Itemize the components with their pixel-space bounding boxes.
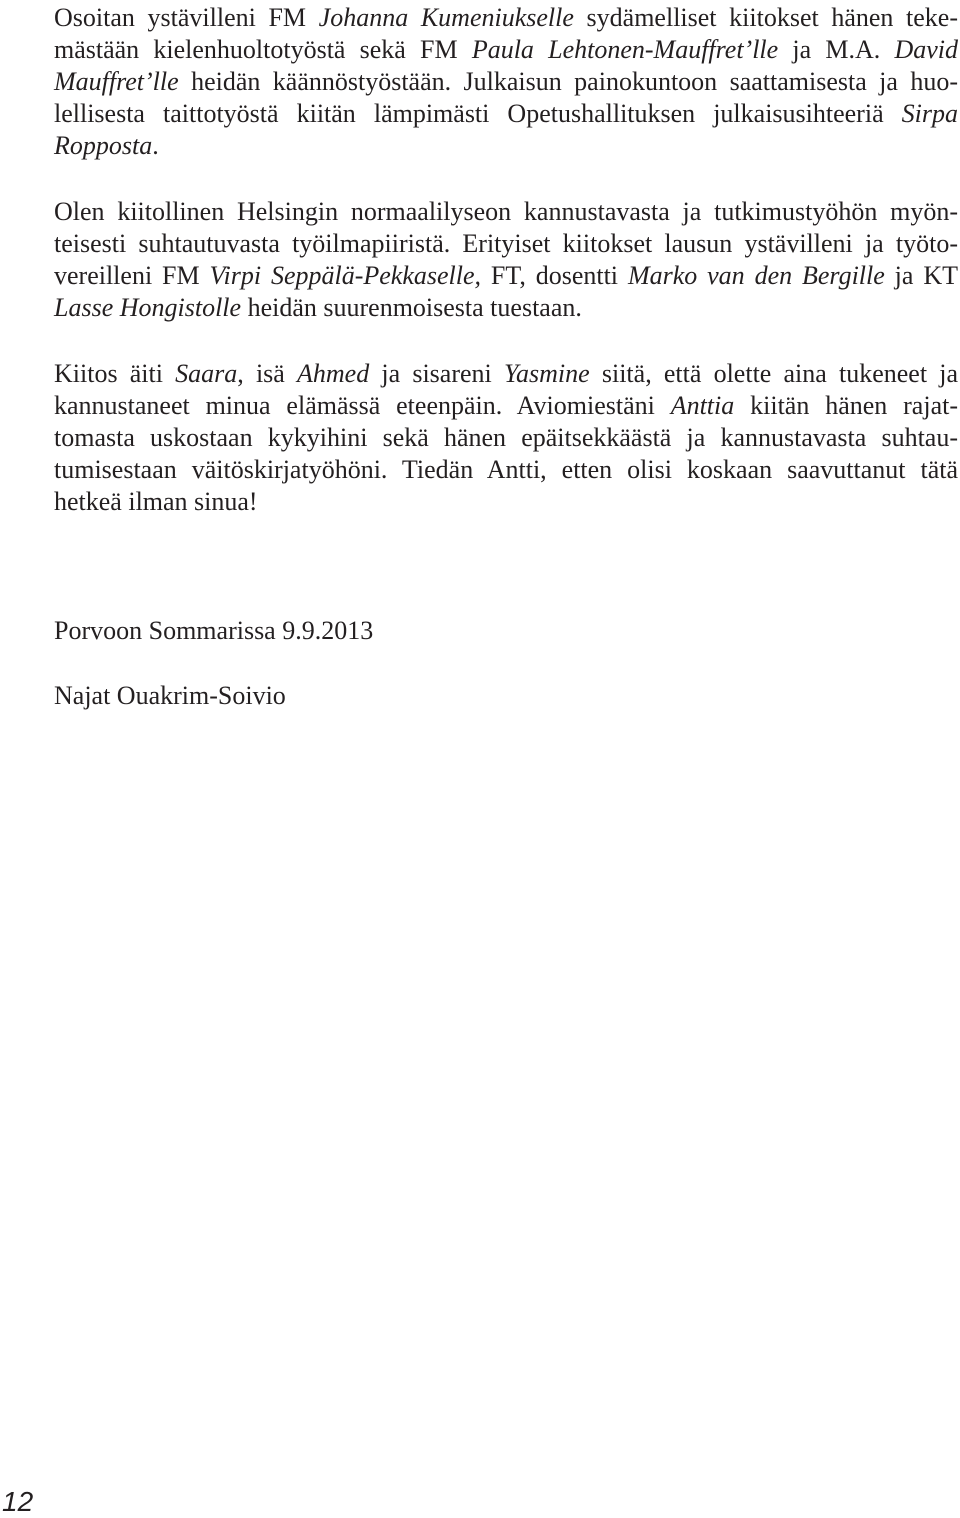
italic-name: Johanna Kumeniukselle <box>318 3 574 32</box>
text-segment: . <box>152 131 159 160</box>
italic-name: Ropposta <box>54 131 153 160</box>
text-line <box>54 34 958 66</box>
text-segment: lellisesta taittotyöstä kiitän lämpimästi Opetushallituksen julkaisusihteeriä <box>54 99 902 128</box>
text-line <box>54 260 958 292</box>
paragraph-acknowledgement-family <box>54 358 958 518</box>
text-segment: tumisestaan väitöskirjatyöhöni. Tiedän Antti, etten olisi koskaan saavuttanut tätä <box>54 455 958 484</box>
paragraph-acknowledgement-editors <box>54 2 958 162</box>
text-line <box>54 196 958 228</box>
text-line <box>54 390 958 422</box>
page-number: 12 <box>2 1486 34 1517</box>
italic-name: Lasse Hongistolle <box>54 293 242 322</box>
text-segment: sydämelliset kiitokset hänen teke- <box>573 3 959 32</box>
text-segment: heidän suurenmoisesta tuestaan. <box>241 293 582 322</box>
text-line <box>54 454 958 486</box>
text-line <box>54 98 958 130</box>
text-segment: kannustaneet minua elämässä eteenpäin. Aviomiestäni <box>54 391 671 420</box>
text-line <box>54 486 958 518</box>
text-line <box>54 358 958 390</box>
text-segment: teisesti suhtautuvasta työilmapiiristä. Erityiset kiitokset lausun ystävilleni ja työto- <box>54 229 958 258</box>
italic-name: Anttia <box>670 391 735 420</box>
text-segment: Osoitan ystävilleni FM <box>54 3 319 32</box>
place-and-date: Porvoon Sommarissa 9.9.2013 <box>54 616 374 645</box>
text-segment: Olen kiitollinen Helsingin normaalilyseon kannustavasta ja tutkimustyöhön myön- <box>54 197 958 226</box>
italic-name: Mauffret’lle <box>54 67 179 96</box>
italic-name: Ahmed <box>297 359 370 388</box>
italic-name: Virpi Seppälä-Pekkaselle, <box>209 261 482 290</box>
text-line <box>54 2 958 34</box>
paragraph-acknowledgement-school <box>54 196 958 324</box>
text-segment: hetkeä ilman sinua! <box>54 487 258 516</box>
italic-name: Paula Lehtonen-Mauffret’lle <box>471 35 779 64</box>
text-line <box>54 422 958 454</box>
text-line <box>54 292 958 324</box>
text-segment: kiitän hänen rajat- <box>734 391 958 420</box>
text-segment: siitä, että olette aina tukeneet ja <box>589 359 959 388</box>
italic-name: Yasmine <box>503 359 590 388</box>
author-name: Najat Ouakrim-Soivio <box>54 681 286 710</box>
text-segment: Kiitos äiti <box>54 359 176 388</box>
text-segment: ja M.A. <box>778 35 895 64</box>
italic-name: David <box>894 35 958 64</box>
text-segment: , isä <box>237 359 298 388</box>
italic-name: Saara <box>175 359 238 388</box>
text-segment: ja sisareni <box>369 359 504 388</box>
text-segment: FT, dosentti <box>481 261 628 290</box>
text-segment: heidän käännöstyöstään. Julkaisun painokuntoon saattamisesta ja huo- <box>178 67 958 96</box>
text-segment: vereilleni FM <box>54 261 210 290</box>
text-segment: ja KT <box>884 261 958 290</box>
text-line <box>54 228 958 260</box>
text-segment: mästään kielenhuoltotyöstä sekä FM <box>54 35 472 64</box>
text-line <box>54 130 958 162</box>
italic-name: Sirpa <box>901 99 958 128</box>
text-line <box>54 66 958 98</box>
italic-name: Marko van den Bergille <box>627 261 885 290</box>
text-segment: tomasta uskostaan kykyihini sekä hänen epäitsekkäästä ja kannustavasta suhtau- <box>54 423 958 452</box>
